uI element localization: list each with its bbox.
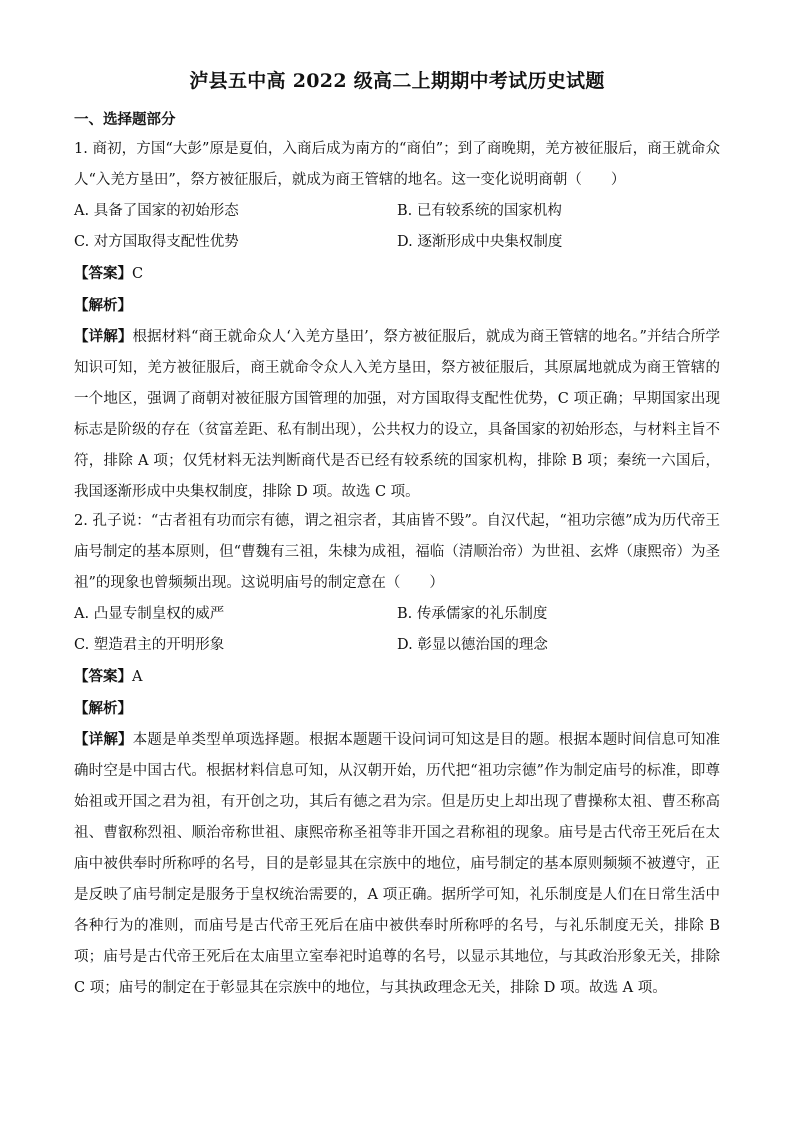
analysis-tag: 【解析】: [74, 700, 132, 717]
option-c: C. 塑造君主的开明形象: [74, 637, 225, 653]
option-d: D. 逐渐形成中央集权制度: [397, 234, 563, 250]
answer-value: C: [132, 266, 144, 282]
section-heading: 一、选择题部分: [74, 111, 176, 128]
detail-tag: 【详解】: [74, 731, 133, 748]
option-c: C. 对方国取得支配性优势: [74, 234, 239, 250]
question-1: [74, 134, 720, 508]
detail-text: 本题是单类型单项选择题。根据本题题干设问词可知这是目的题。根据本题时间信息可知准确时空是中国古代。根据材料信息可知，从汉朝开始，历代把“祖功宗德”作为制定庙号的标准，即尊始祖或开国之君为祖，有开创之功，其后有德之君为宗。但是历史上却出现了曹操称太祖、曹丕称高祖、曹叡称烈祖、顺治帝称世祖、康熙帝称圣祖等非开国之君称祖的现象。庙号是古代帝王死后在太庙中被供奉时所称呼的名号，目的是彰显其在宗族中的地位，庙号制定的基本原则频频不被遵守，正是反映了庙号制定是服务于皇权统治需要的，A 项正确。据所学可知，礼乐制度是人们在日常生活中各种行为的准则，而庙号是古代帝王死后在庙中被供奉时所称呼的名号，与礼乐制度无关，排除 B 项；庙号是古代帝王死后在太庙里立室奉祀时追尊的名号，以显示其地位，与其政治形象无关，排除 C 项；庙号的制定在于彰显其在宗族中的地位，与其执政理念无关，排除 D 项。故选 A 项。: [74, 732, 721, 996]
question-stem: 1. 商初，方国“大彭”原是夏伯，入商后成为南方的“商伯”；到了商晚期，羌方被征服后，商王就命众人“入羌方垦田”，祭方被征服后，就成为商王管辖的地名。这一变化说明商朝（ ）: [74, 141, 720, 188]
detail-text: 根据材料“商王就命众人‘入羌方垦田’，祭方被征服后，就成为商王管辖的地名。”并结合所学知识可知，羌方被征服后，商王就命令众人入羌方垦田，祭方被征服后，其原属地就成为商王管辖的一个地区，强调了商朝对被征服方国管理的加强，对方国取得支配性优势，C 项正确；早期国家出现标志是阶级的存在（贫富差距、私有制出现），公共权力的设立，具备国家的初始形态，与材料主旨不符，排除 A 项；仅凭材料无法判断商代是否已经有较系统的国家机构，排除 B 项；秦统一六国后，我国逐渐形成中央集权制度，排除 D 项。故选 C 项。: [74, 329, 720, 500]
option-a: A. 凸显专制皇权的威严: [74, 606, 225, 622]
options-row: [74, 599, 720, 630]
question-2: [74, 506, 720, 1004]
question-stem: 2. 孔子说：“古者祖有功而宗有德，谓之祖宗者，其庙皆不毁”。自汉代起，“祖功宗德”成为历代帝王庙号制定的基本原则，但“曹魏有三祖，朱棣为成祖，福临（清顺治帝）为世祖、玄烨（康熙帝）为圣祖”的现象也曾频频出现。这说明庙号的制定意在（ ）: [74, 513, 720, 591]
answer-tag: 【答案】: [74, 668, 132, 685]
option-d: D. 彰显以德治国的理念: [397, 637, 548, 653]
options-row: [74, 630, 720, 661]
option-b: B. 传承儒家的礼乐制度: [397, 606, 548, 622]
options-row: [74, 196, 720, 227]
options-row: [74, 227, 720, 258]
detail-paragraph: [74, 724, 720, 1004]
page-title: 泸县五中高 2022 级高二上期期中考试历史试题: [189, 70, 605, 92]
answer-line: [74, 661, 720, 693]
answer-value: A: [132, 669, 143, 685]
detail-tag: 【详解】: [74, 328, 133, 345]
answer-tag: 【答案】: [74, 265, 132, 282]
option-b: B. 已有较系统的国家机构: [397, 203, 562, 219]
analysis-tag: 【解析】: [74, 297, 132, 314]
option-a: A. 具备了国家的初始形态: [74, 203, 239, 219]
detail-paragraph: [74, 321, 720, 508]
answer-line: [74, 258, 720, 290]
